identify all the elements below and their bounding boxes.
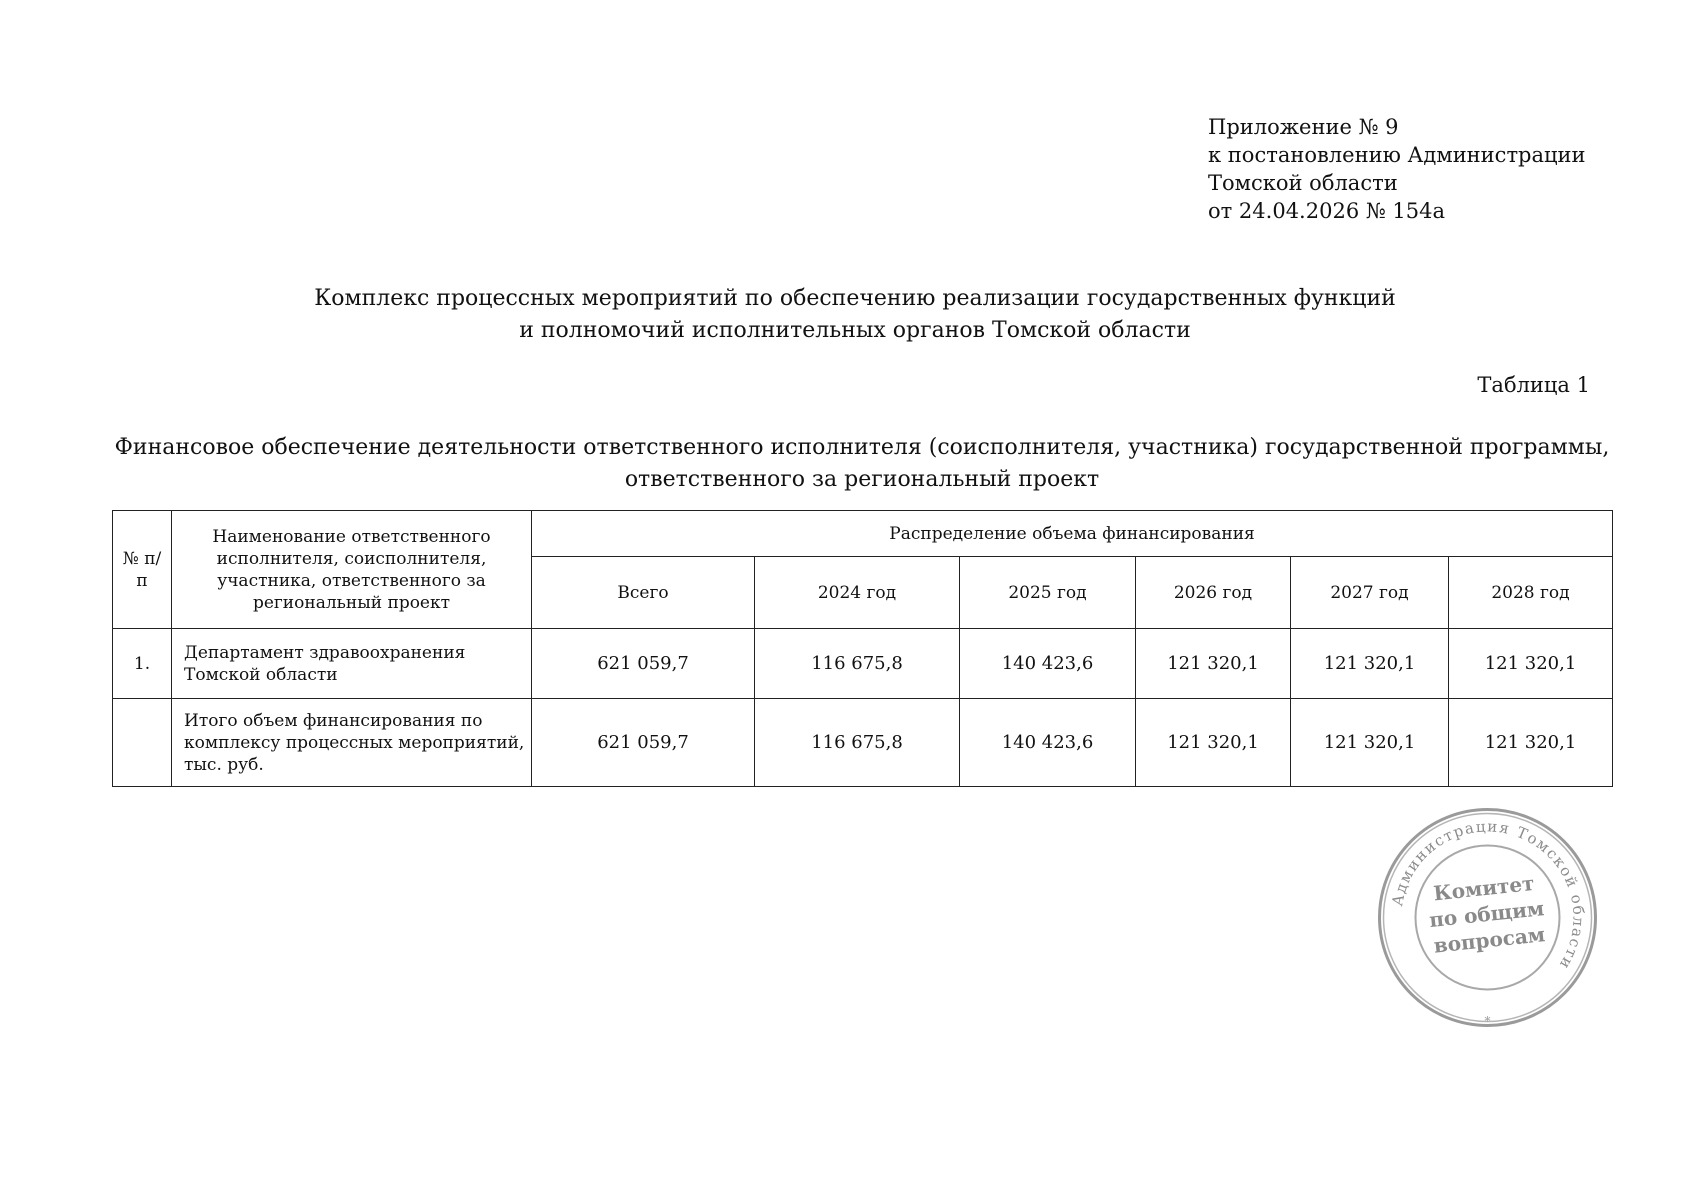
document-title xyxy=(0,283,1698,347)
stamp-line1: Комитет xyxy=(1432,870,1536,906)
header-2025: 2025 год xyxy=(960,557,1136,629)
row-name: Департамент здравоохранения Томской области xyxy=(172,629,532,699)
table-row-total xyxy=(113,699,1613,787)
row-num: 1. xyxy=(113,629,172,699)
document-title-line1: Комплекс процессных мероприятий по обеспечению реализации государственных функций xyxy=(314,286,1396,311)
annex-block xyxy=(1208,113,1586,225)
header-distribution: Распределение объема финансирования xyxy=(532,511,1613,557)
row-total: 621 059,7 xyxy=(532,699,755,787)
row-2028: 121 320,1 xyxy=(1449,629,1613,699)
table-row xyxy=(113,629,1613,699)
row-2026: 121 320,1 xyxy=(1136,629,1291,699)
row-total: 621 059,7 xyxy=(532,629,755,699)
row-2026: 121 320,1 xyxy=(1136,699,1291,787)
official-stamp xyxy=(1375,805,1600,1030)
header-2024: 2024 год xyxy=(755,557,960,629)
annex-date: от 24.04.2026 № 154а xyxy=(1208,199,1445,223)
header-2027: 2027 год xyxy=(1291,557,1449,629)
row-name: Итого объем финансирования по комплексу процессных мероприятий, тыс. руб. xyxy=(172,699,532,787)
star-icon: * xyxy=(1484,1014,1491,1028)
row-2027: 121 320,1 xyxy=(1291,699,1449,787)
document-title-line2: и полномочий исполнительных органов Томской области xyxy=(519,318,1191,343)
table-caption-line2: ответственного за региональный проект xyxy=(624,467,1100,492)
annex-number: Приложение № 9 xyxy=(1208,115,1399,139)
table-label: Таблица 1 xyxy=(1477,373,1590,397)
stamp-ring-text: Администрация Томской области xyxy=(1388,817,1588,974)
annex-region: Томской области xyxy=(1208,171,1398,195)
header-2028: 2028 год xyxy=(1449,557,1613,629)
annex-resolution: к постановлению Администрации xyxy=(1208,143,1586,167)
header-num: № п/п xyxy=(113,511,172,629)
row-2024: 116 675,8 xyxy=(755,629,960,699)
header-name: Наименование ответственного исполнителя, соисполнителя, участника, ответственного за региональный проект xyxy=(172,511,532,629)
financing-table xyxy=(112,510,1613,787)
header-2026: 2026 год xyxy=(1136,557,1291,629)
row-num xyxy=(113,699,172,787)
row-2027: 121 320,1 xyxy=(1291,629,1449,699)
table-caption-line1: Финансовое обеспечение деятельности ответственного исполнителя (соисполнителя, участника) государственной программы, xyxy=(114,435,1610,460)
header-total: Всего xyxy=(532,557,755,629)
row-2028: 121 320,1 xyxy=(1449,699,1613,787)
row-2025: 140 423,6 xyxy=(960,699,1136,787)
table-caption xyxy=(112,432,1612,496)
stamp-line2: по общим xyxy=(1427,896,1546,933)
stamp-line3: вопросам xyxy=(1432,922,1547,958)
row-2024: 116 675,8 xyxy=(755,699,960,787)
row-2025: 140 423,6 xyxy=(960,629,1136,699)
